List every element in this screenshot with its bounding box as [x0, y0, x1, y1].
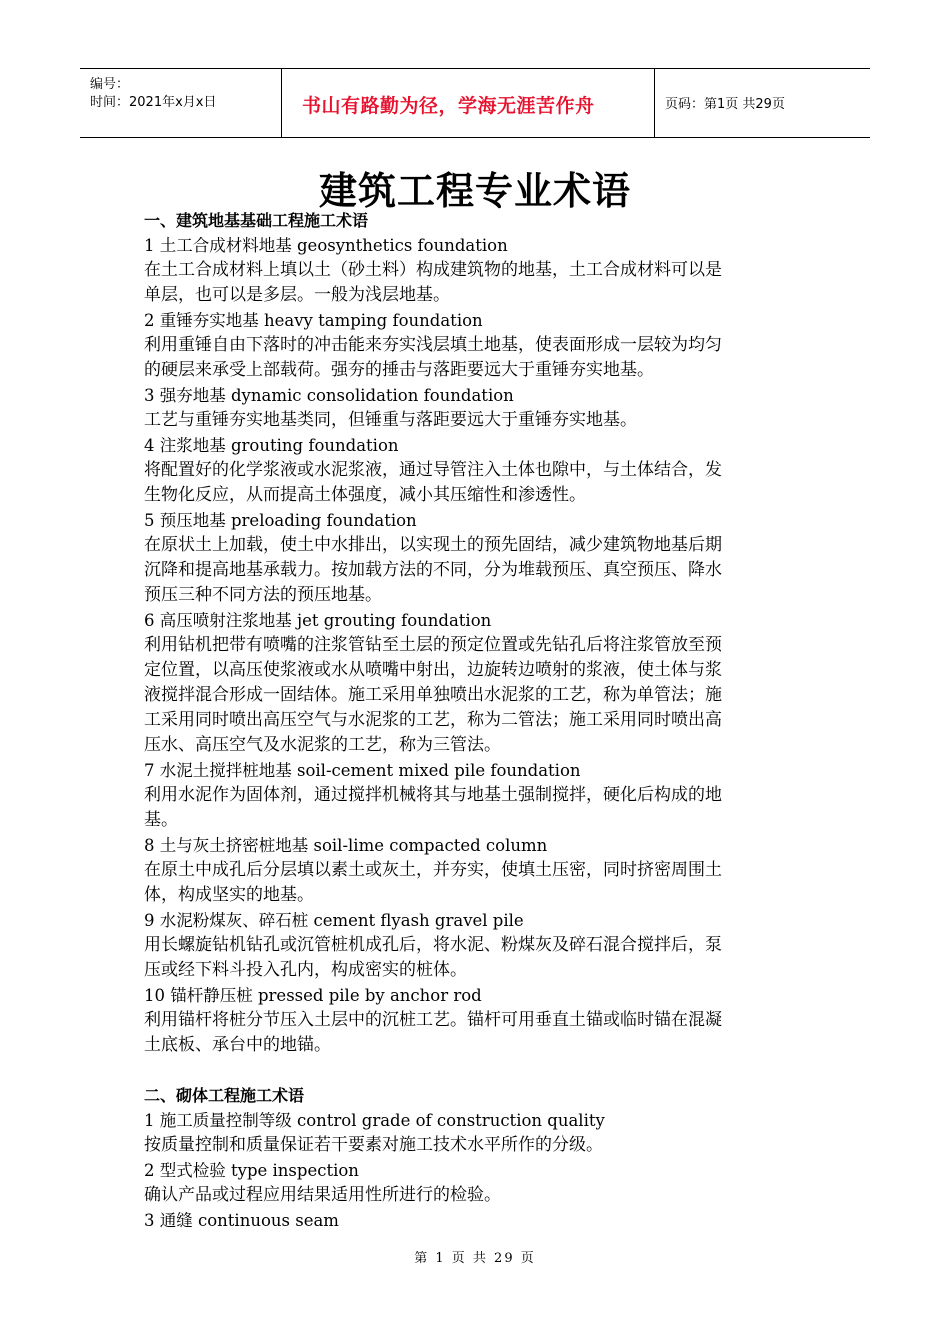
term-title: 4 注浆地基 grouting foundation	[144, 436, 399, 455]
term-definition-line: 在原土中成孔后分层填以素土或灰土，并夯实，使填土压密，同时挤密周围土	[144, 860, 722, 880]
date-label: 时间：2021年x月x日	[90, 95, 217, 110]
term-title: 3 强夯地基 dynamic consolidation foundation	[144, 386, 514, 405]
term-definition-line: 用长螺旋钻机钻孔或沉管桩机成孔后，将水泥、粉煤灰及碎石混合搅拌后，泵	[144, 935, 722, 955]
term-title: 2 重锤夯实地基 heavy tamping foundation	[144, 311, 483, 330]
term-definition-line: 将配置好的化学浆液或水泥浆液，通过导管注入土体也隙中，与土体结合，发	[144, 460, 722, 480]
term-definition-line: 预压三种不同方法的预压地基。	[144, 585, 382, 605]
term-definition-line: 利用水泥作为固体剂，通过搅拌机械将其与地基土强制搅拌，硬化后构成的地	[144, 785, 722, 805]
term-definition-line: 确认产品或过程应用结果适用性所进行的检验。	[144, 1185, 501, 1205]
term-title: 6 高压喷射注浆地基 jet grouting foundation	[144, 611, 492, 630]
term-definition-line: 压水、高压空气及水泥浆的工艺，称为三管法。	[144, 735, 501, 755]
term-definition-line: 定位置，以高压使浆液或水从喷嘴中射出，边旋转边喷射的浆液，使土体与浆	[144, 660, 722, 680]
motto-text: 书山有路勤为径，学海无涯苦作舟	[302, 95, 595, 117]
term-definition-line: 在土工合成材料上填以土（砂土料）构成建筑物的地基，土工合成材料可以是	[144, 260, 722, 280]
term-title: 10 锚杆静压桩 pressed pile by anchor rod	[144, 986, 482, 1005]
page-number-label: 页码：第1页 共29页	[665, 97, 785, 112]
term-title: 9 水泥粉煤灰、碎石桩 cement flyash gravel pile	[144, 911, 524, 930]
term-definition-line: 体，构成坚实的地基。	[144, 885, 314, 905]
term-definition-line: 利用锚杆将桩分节压入土层中的沉桩工艺。锚杆可用垂直土锚或临时锚在混凝	[144, 1010, 722, 1030]
term-definition-line: 工艺与重锤夯实地基类同，但锤重与落距要远大于重锤夯实地基。	[144, 410, 637, 430]
section-heading: 一、建筑地基基础工程施工术语	[144, 211, 369, 230]
term-title: 3 通缝 continuous seam	[144, 1211, 339, 1230]
term-title: 8 土与灰土挤密桩地基 soil-lime compacted column	[144, 836, 548, 855]
section-spacer	[144, 1058, 810, 1083]
term-definition-line: 单层，也可以是多层。一般为浅层地基。	[144, 285, 450, 305]
term-title: 5 预压地基 preloading foundation	[144, 511, 417, 530]
term-definition-line: 按质量控制和质量保证若干要素对施工技术水平所作的分级。	[144, 1135, 603, 1155]
term-definition-line: 土底板、承台中的地锚。	[144, 1035, 331, 1055]
term-definition-line: 在原状土上加载，使土中水排出，以实现土的预先固结，减少建筑物地基后期	[144, 535, 722, 555]
header-info-cell	[80, 69, 282, 137]
term-definition-line: 基。	[144, 810, 178, 830]
page-footer: 第 1 页 共 29 页	[414, 1251, 536, 1266]
term-title: 7 水泥土搅拌桩地基 soil-cement mixed pile foundation	[144, 761, 581, 780]
term-title: 1 土工合成材料地基 geosynthetics foundation	[144, 236, 508, 255]
term-definition-line: 液搅拌混合形成一固结体。施工采用单独喷出水泥浆的工艺，称为单管法；施	[144, 685, 722, 705]
document-title: 建筑工程专业术语	[318, 169, 631, 213]
header-page-cell	[655, 69, 870, 137]
term-definition-line: 工采用同时喷出高压空气与水泥浆的工艺，称为二管法；施工采用同时喷出高	[144, 710, 722, 730]
term-definition-line: 利用重锤自由下落时的冲击能来夯实浅层填土地基，使表面形成一层较为均匀	[144, 335, 722, 355]
header-motto-cell	[282, 69, 655, 137]
number-label: 编号：	[90, 77, 130, 92]
section-heading: 二、砌体工程施工术语	[144, 1086, 305, 1105]
term-title: 2 型式检验 type inspection	[144, 1161, 359, 1180]
document-body	[144, 208, 810, 1233]
term-definition-line: 压或经下料斗投入孔内，构成密实的桩体。	[144, 960, 467, 980]
page-header	[80, 68, 870, 138]
term-definition-line: 生物化反应，从而提高土体强度，减小其压缩性和渗透性。	[144, 485, 586, 505]
term-definition-line: 的硬层来承受上部载荷。强夯的捶击与落距要远大于重锤夯实地基。	[144, 360, 654, 380]
term-title: 1 施工质量控制等级 control grade of construction quality	[144, 1111, 605, 1130]
term-definition-line: 沉降和提高地基承载力。按加载方法的不同，分为堆载预压、真空预压、降水	[144, 560, 722, 580]
term-definition-line: 利用钻机把带有喷嘴的注浆管钻至土层的预定位置或先钻孔后将注浆管放至预	[144, 635, 722, 655]
